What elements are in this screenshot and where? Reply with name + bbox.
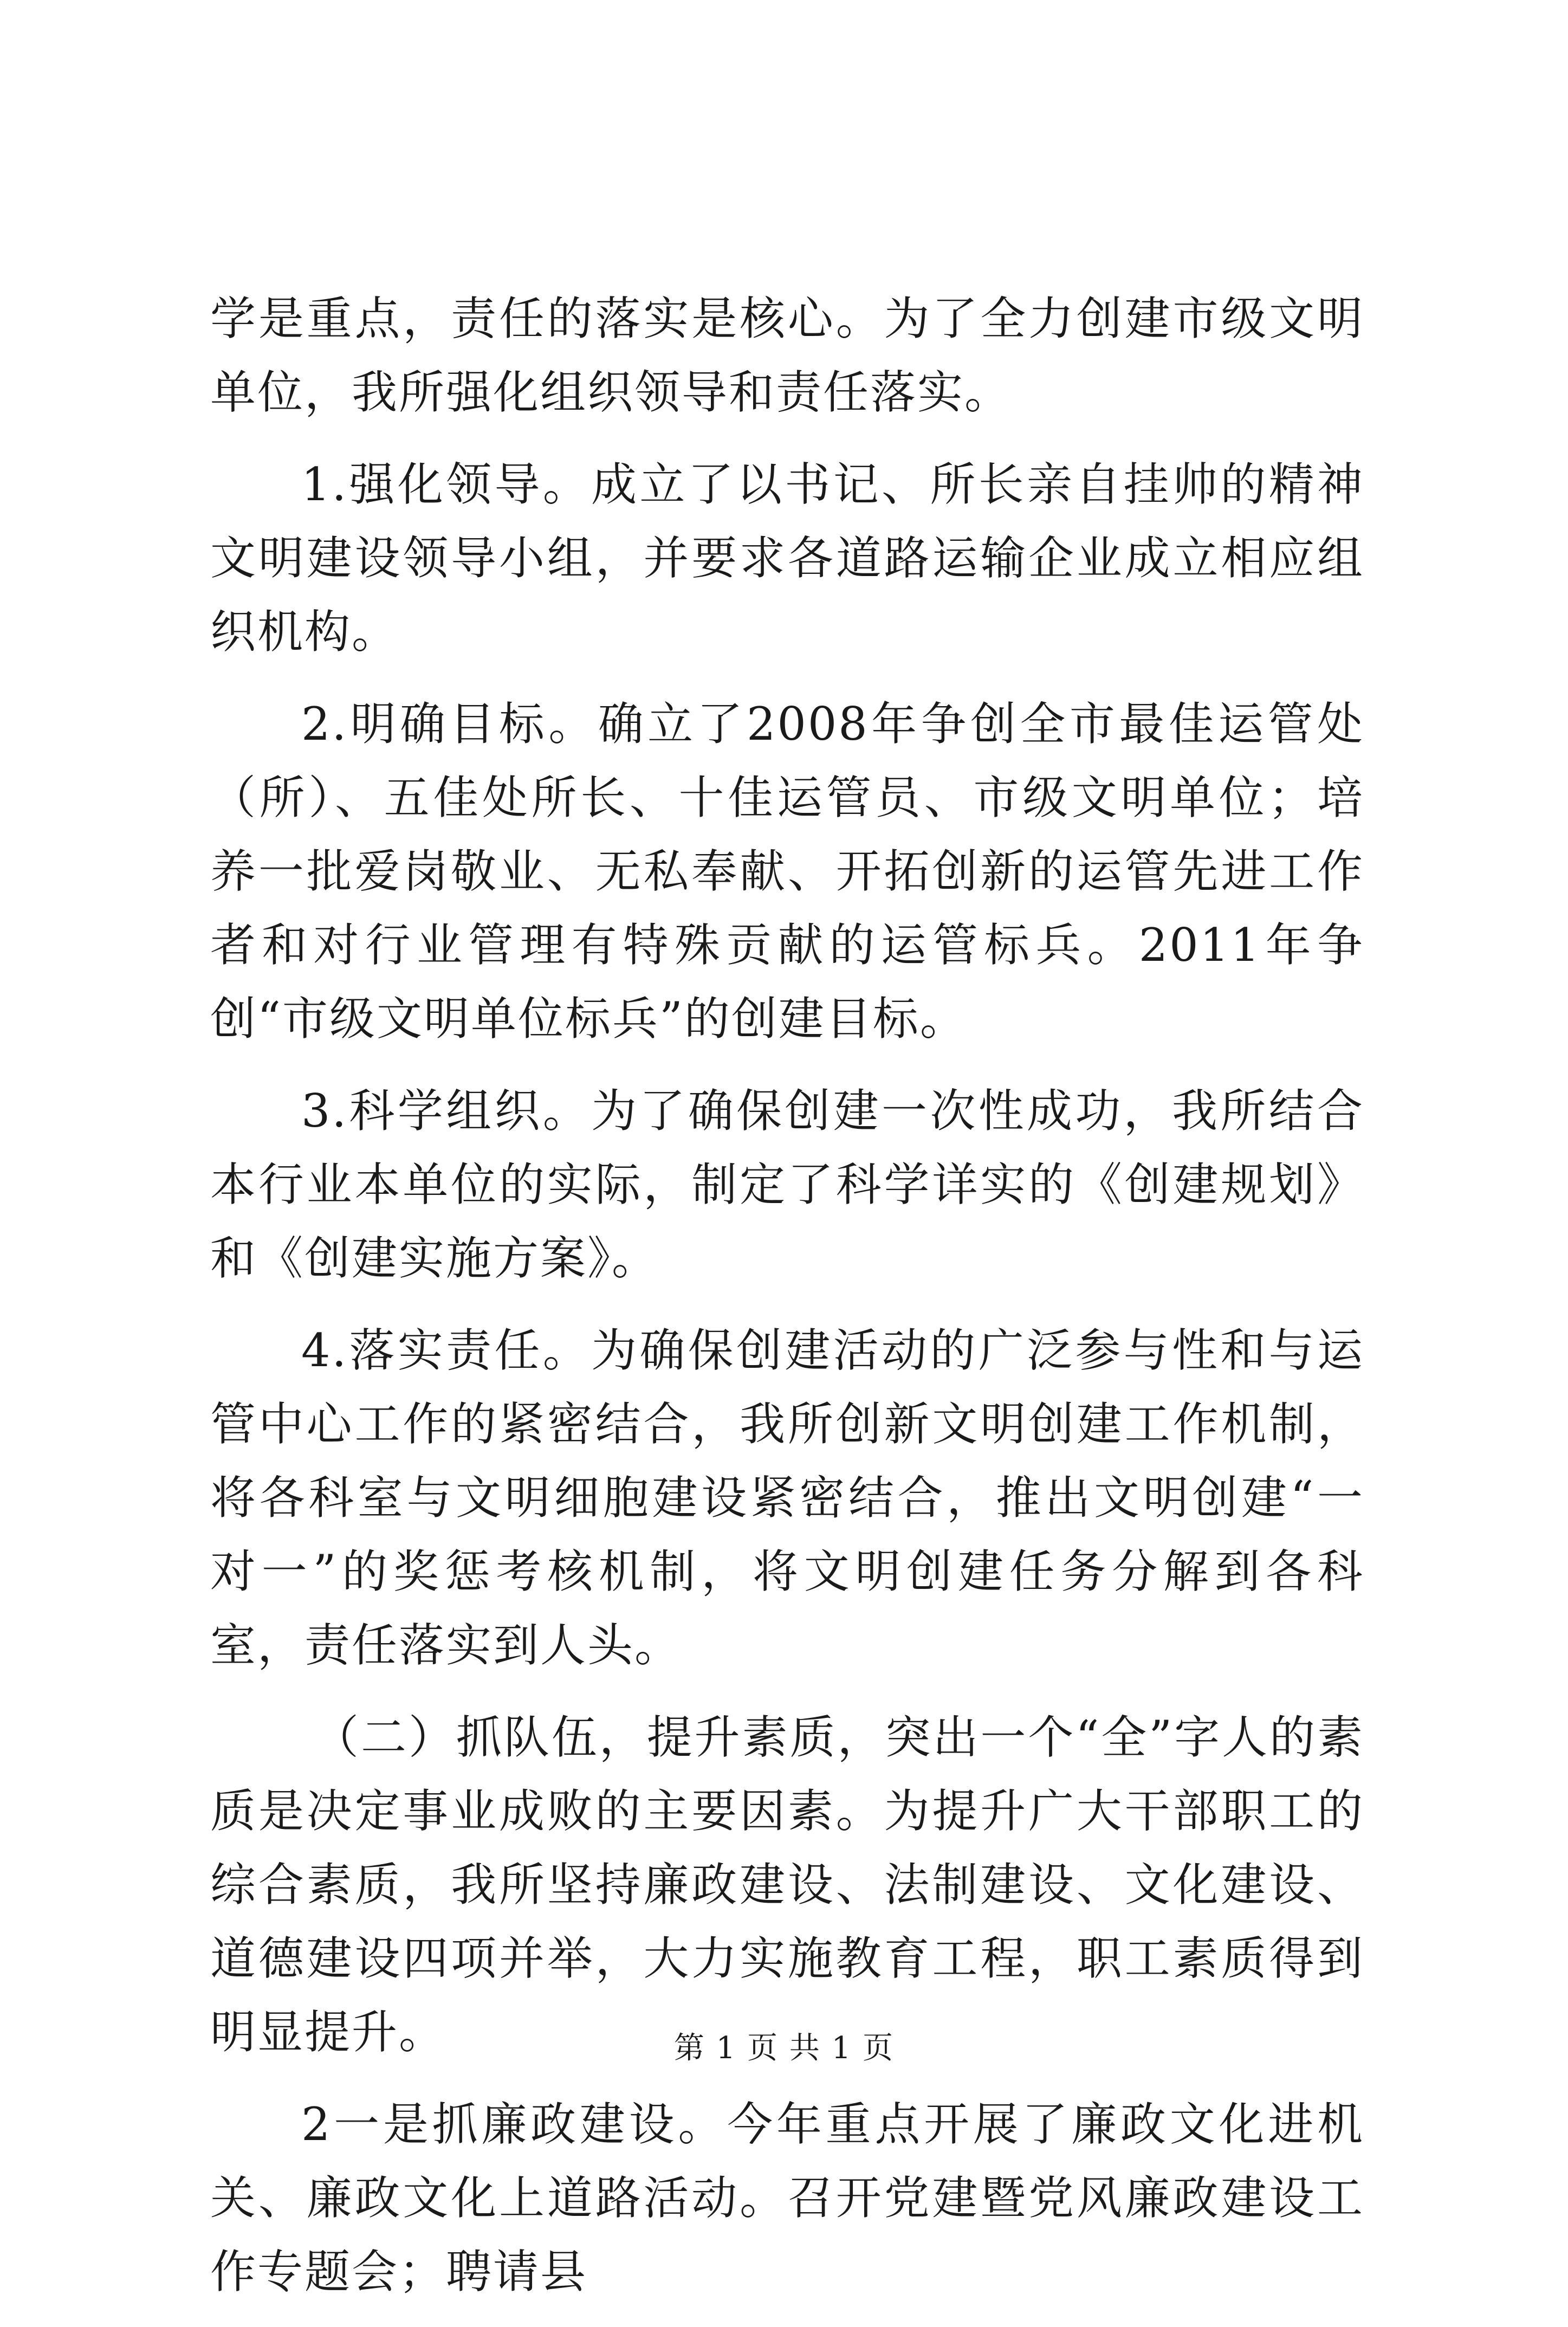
paragraph-item-4: 4.落实责任。为确保创建活动的广泛参与性和与运管中心工作的紧密结合，我所创新文明创建工作机制，将各科室与文明细胞建设紧密结合，推出文明创建“一对一”的奖惩考核机制，将文明创建任务分解到各科室，责任落实到人头。 xyxy=(210,1324,1364,1672)
paragraph-item-2: 2.明确目标。确立了2008年争创全市最佳运管处（所）、五佳处所长、十佳运管员、市级文明单位；培养一批爱岗敬业、无私奉献、开拓创新的运管先进工作者和对行业管理有特殊贡献的运管标兵。2011年争创“市级文明单位标兵”的创建目标。 xyxy=(210,697,1364,1045)
paragraph-item-3: 3.科学组织。为了确保创建一次性成功，我所结合本行业本单位的实际，制定了科学详实的《创建规划》和《创建实施方案》。 xyxy=(210,1084,1364,1285)
paragraph-continuation: 学是重点，责任的落实是核心。为了全力创建市级文明单位，我所强化组织领导和责任落实。 xyxy=(210,292,1364,419)
page-footer: 第 1 页 共 1 页 xyxy=(673,2031,895,2066)
document-body xyxy=(210,282,1364,2327)
paragraph-item-1: 1.强化领导。成立了以书记、所长亲自挂帅的精神文明建设领导小组，并要求各道路运输企业成立相应组织机构。 xyxy=(210,458,1364,658)
paragraph-subitem-1: 2一是抓廉政建设。今年重点开展了廉政文化进机关、廉政文化上道路活动。召开党建暨党风廉政建设工作专题会；聘请县 xyxy=(210,2098,1364,2298)
paragraph-section-2: （二）抓队伍，提升素质，突出一个“全”字人的素质是决定事业成败的主要因素。为提升广大干部职工的综合素质，我所坚持廉政建设、法制建设、文化建设、道德建设四项并举，大力实施教育工程，职工素质得到明显提升。 xyxy=(210,1711,1364,2059)
